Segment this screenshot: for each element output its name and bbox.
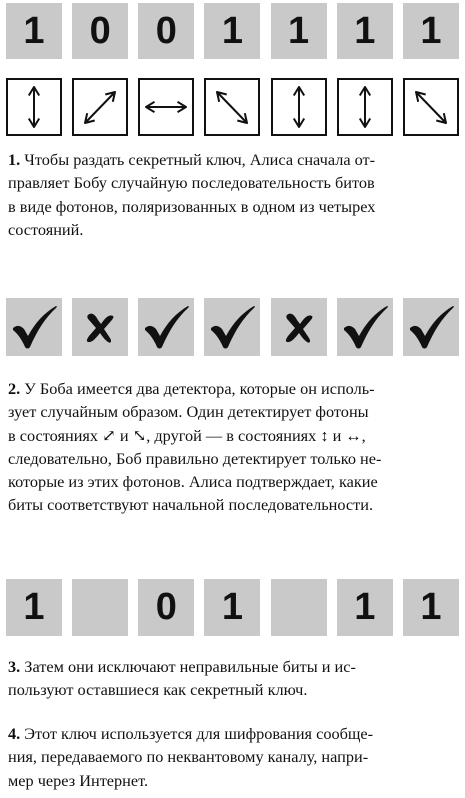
step-2-line-3: в состояниях ⤢ и ⤡, другой — в состояниях ↕ и ↔, — [8, 425, 366, 445]
step-1-line-4: состояний. — [8, 219, 84, 239]
check-mark — [145, 306, 189, 349]
arrow-path — [85, 92, 115, 123]
sent-bit-cell-6: 1 — [337, 3, 393, 59]
step-2-text — [8, 377, 455, 517]
detection-cell-1 — [6, 298, 62, 356]
step-2-line-6: биты соответствуют начальной последовательности. — [8, 495, 374, 515]
step-1-line-3: в виде фотонов, поляризованных в одном из четырех — [8, 196, 376, 216]
sent-bits-row — [6, 3, 459, 59]
step-4-number: 4. — [8, 724, 21, 743]
detection-cell-6 — [337, 298, 393, 356]
step-4-line-1: Этот ключ используется для шифрования сообще- — [24, 724, 374, 743]
arrow-path — [360, 87, 370, 127]
arrow-path — [217, 92, 247, 123]
sent-bit-cell-1: 1 — [6, 3, 62, 59]
key-bit-cell-4: 1 — [204, 579, 260, 636]
check-mark — [211, 306, 255, 349]
check-mark — [344, 306, 388, 349]
step-2-number: 2. — [8, 379, 21, 398]
photon-polarization-row — [6, 78, 459, 136]
detection-cell-3 — [138, 298, 194, 356]
step-3-text — [8, 655, 455, 702]
check-mark — [410, 306, 454, 349]
check-icon — [8, 301, 60, 353]
sent-bit-cell-4: 1 — [204, 3, 260, 59]
sent-bit-cell-5: 1 — [271, 3, 327, 59]
key-bit-cell-2 — [72, 579, 128, 636]
cross-mark — [286, 314, 312, 343]
vertical-arrow-icon — [274, 81, 324, 133]
arrow-path — [29, 87, 39, 127]
arrow-path — [416, 92, 446, 123]
detection-cell-7 — [403, 298, 459, 356]
key-bit-cell-6: 1 — [337, 579, 393, 636]
step-2-line-5: которые из этих фотонов. Алиса подтверждает, какие — [8, 472, 378, 492]
step-1-number: 1. — [8, 150, 21, 169]
step-1-line-1: Чтобы раздать секретный ключ, Алиса сначала от- — [24, 150, 376, 169]
sent-bit-cell-7: 1 — [403, 3, 459, 59]
detection-cell-2 — [72, 298, 128, 356]
photon-cell-4 — [204, 78, 260, 136]
detection-cell-5 — [271, 298, 327, 356]
photon-cell-5 — [271, 78, 327, 136]
arrow-path — [293, 87, 303, 127]
diagonal-down-right-arrow-icon — [406, 81, 456, 133]
photon-cell-3 — [138, 78, 194, 136]
cross-icon — [273, 301, 325, 353]
key-bit-cell-5 — [271, 579, 327, 636]
step-3-number: 3. — [8, 657, 21, 676]
cross-mark — [87, 314, 113, 343]
step-4-text — [8, 722, 455, 792]
sent-bit-cell-3: 0 — [138, 3, 194, 59]
check-mark — [13, 306, 57, 349]
check-icon — [405, 301, 457, 353]
secret-key-row — [6, 579, 459, 636]
detection-results-row — [6, 298, 459, 356]
step-2-line-1: У Боба имеется два детектора, которые он исполь- — [24, 379, 375, 398]
check-icon — [206, 301, 258, 353]
check-icon — [140, 301, 192, 353]
step-2-line-4: следовательно, Боб правильно детектирует только не- — [8, 448, 382, 468]
step-3-line-1: Затем они исключают неправильные биты и ис- — [24, 657, 356, 676]
photon-cell-7 — [403, 78, 459, 136]
cross-icon — [74, 301, 126, 353]
horizontal-arrow-icon — [141, 81, 191, 133]
step-3-line-2: пользуют оставшиеся как секретный ключ. — [8, 680, 308, 700]
check-icon — [339, 301, 391, 353]
photon-cell-1 — [6, 78, 62, 136]
step-1-text — [8, 148, 455, 241]
step-4-line-2: ния, передаваемого по неквантовому каналу, напри- — [8, 747, 369, 767]
step-2-line-2: зует случайным образом. Один детектирует фотоны — [8, 402, 369, 422]
arrow-path — [146, 102, 186, 112]
vertical-arrow-icon — [340, 81, 390, 133]
vertical-arrow-icon — [9, 81, 59, 133]
step-1-line-2: правляет Бобу случайную последовательность битов — [8, 173, 375, 193]
photon-cell-2 — [72, 78, 128, 136]
diagonal-down-right-arrow-icon — [207, 81, 257, 133]
diagonal-up-right-arrow-icon — [75, 81, 125, 133]
photon-cell-6 — [337, 78, 393, 136]
key-bit-cell-3: 0 — [138, 579, 194, 636]
step-4-line-3: мер через Интернет. — [8, 770, 149, 790]
key-bit-cell-1: 1 — [6, 579, 62, 636]
detection-cell-4 — [204, 298, 260, 356]
sent-bit-cell-2: 0 — [72, 3, 128, 59]
key-bit-cell-7: 1 — [403, 579, 459, 636]
